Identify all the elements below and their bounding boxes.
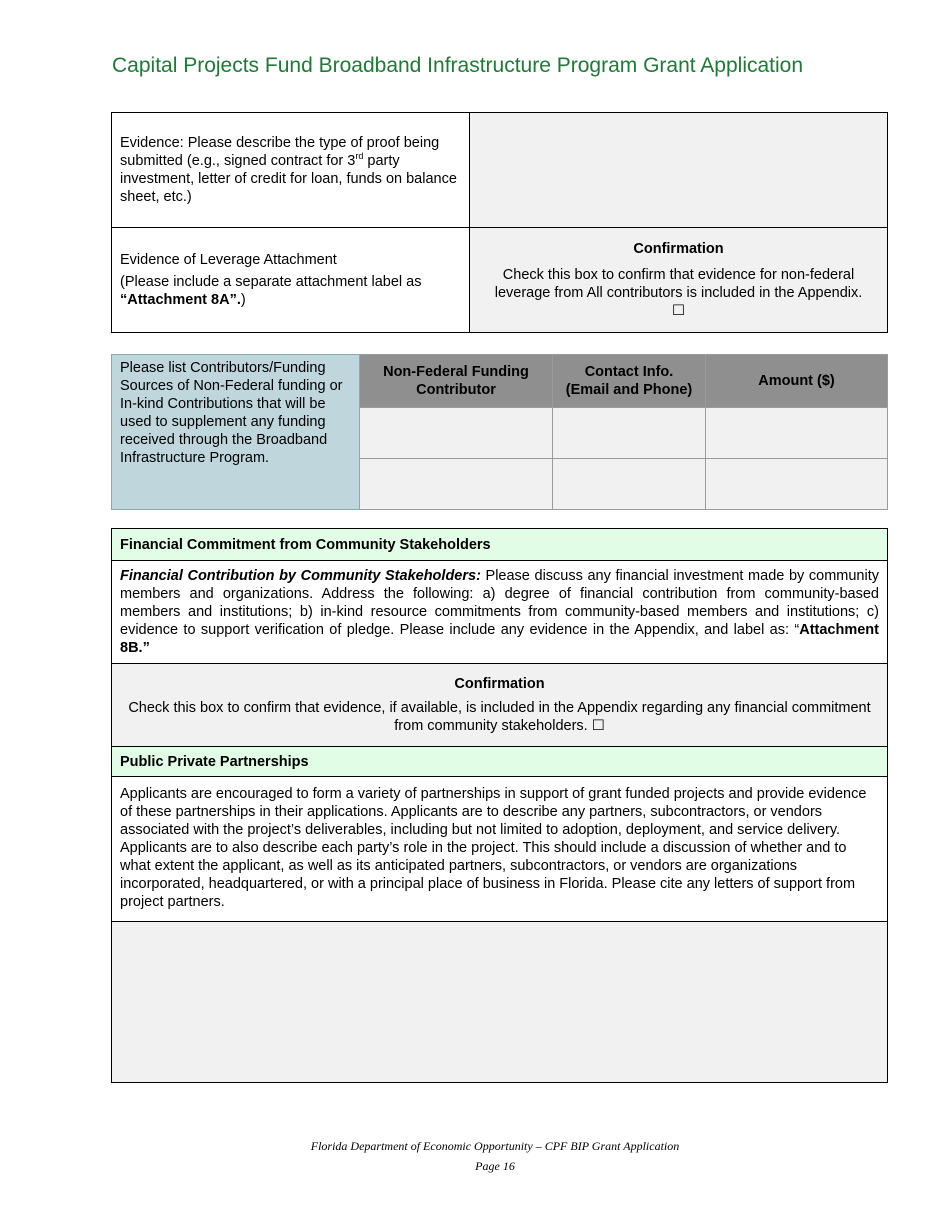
confirmation-text: Check this box to confirm that evidence for non-federal leverage from All contributors is included in the Appendix. (494, 267, 863, 301)
confirmation-text: Check this box to confirm that evidence, if available, is included in the Appendix regarding any financial commitment from community stakeholders. (128, 700, 871, 734)
stakeholders-lead: Financial Contribution by Community Stakeholders: (120, 568, 481, 584)
column-header-contributor: Non-Federal Funding Contributor (360, 355, 553, 408)
stakeholders-confirmation (112, 664, 888, 747)
page-footer (0, 1136, 950, 1176)
footer-text: Florida Department of Economic Opportunity – CPF BIP Grant Application (310, 1139, 680, 1153)
attachment-note (120, 273, 461, 309)
contributor-input[interactable] (360, 408, 553, 459)
contributors-instructions: Please list Contributors/Funding Sources of Non-Federal funding or In-kind Contributions that will be used to supplement any funding received through the Broadband Infrastructure Program. (112, 355, 360, 510)
confirmation-heading: Confirmation (633, 241, 724, 257)
leverage-confirmation (470, 228, 888, 333)
contact-input[interactable] (553, 459, 706, 510)
stakeholders-header: Financial Commitment from Community Stakeholders (112, 529, 888, 561)
column-header-contact (553, 355, 706, 408)
stakeholders-instructions (112, 561, 888, 664)
contact-input[interactable] (553, 408, 706, 459)
evidence-table (111, 112, 888, 333)
amount-input[interactable] (706, 459, 888, 510)
contact-header-line2: (Email and Phone) (565, 382, 693, 398)
attachment-note-close: ) (240, 292, 246, 308)
leverage-checkbox[interactable]: ☐ (672, 303, 685, 319)
attachment-8a-ref: “Attachment 8A”. (120, 292, 241, 308)
page-number: Page 16 (475, 1159, 515, 1173)
attachment-8b-ref: Attachment 8B.” (120, 622, 879, 656)
column-header-amount: Amount ($) (706, 355, 888, 408)
stakeholders-body: Please discuss any financial investment made by community members and organizations. Address the following: a) degree of financial contribution from community-based members and institutions; b) in-kind resource commitments from community-based members and institutions; c) evidence to support verification of pledge. Please include any evidence in the Appendix, and label as: “ (120, 568, 879, 638)
contributor-input[interactable] (360, 459, 553, 510)
evidence-label-text-cont: party investment, letter of credit for loan, funds on balance sheet, etc.) (120, 153, 457, 205)
stakeholders-checkbox[interactable]: ☐ (591, 718, 605, 734)
contributors-table (111, 354, 888, 510)
stakeholders-table (111, 528, 888, 1083)
confirmation-line (120, 699, 879, 735)
attachment-label: Evidence of Leverage Attachment (120, 252, 337, 268)
ordinal-suffix: rd (355, 151, 364, 162)
evidence-label-text: Evidence: Please describe the type of proof being submitted (e.g., signed contract for 3 (120, 135, 440, 169)
partnerships-header: Public Private Partnerships (112, 747, 888, 777)
evidence-label (112, 113, 470, 228)
attachment-note-text: (Please include a separate attachment label as (120, 274, 422, 290)
amount-input[interactable] (706, 408, 888, 459)
contact-header-line1: Contact Info. (584, 364, 674, 380)
attachment-label-cell (112, 228, 470, 333)
page-title: Capital Projects Fund Broadband Infrastructure Program Grant Application (112, 54, 804, 77)
partnerships-response-input[interactable] (112, 922, 888, 1083)
partnerships-instructions: Applicants are encouraged to form a variety of partnerships in support of grant funded projects and provide evidence of these partnerships in their applications. Applicants are to describe any partners, subcontractors, or vendors associated with the project’s deliverables, including but not limited to adoption, deployment, and service delivery. Applicants are to also describe each party’s role in the project. This should include a discussion of whether and to what extent the applicant, as well as its anticipated partners, subcontractors, or vendors are organizations incorporated, headquartered, or with a principal place of business in Florida. Please cite any letters of support from project partners. (112, 777, 888, 922)
confirmation-heading: Confirmation (454, 676, 545, 692)
evidence-input[interactable] (470, 113, 888, 228)
